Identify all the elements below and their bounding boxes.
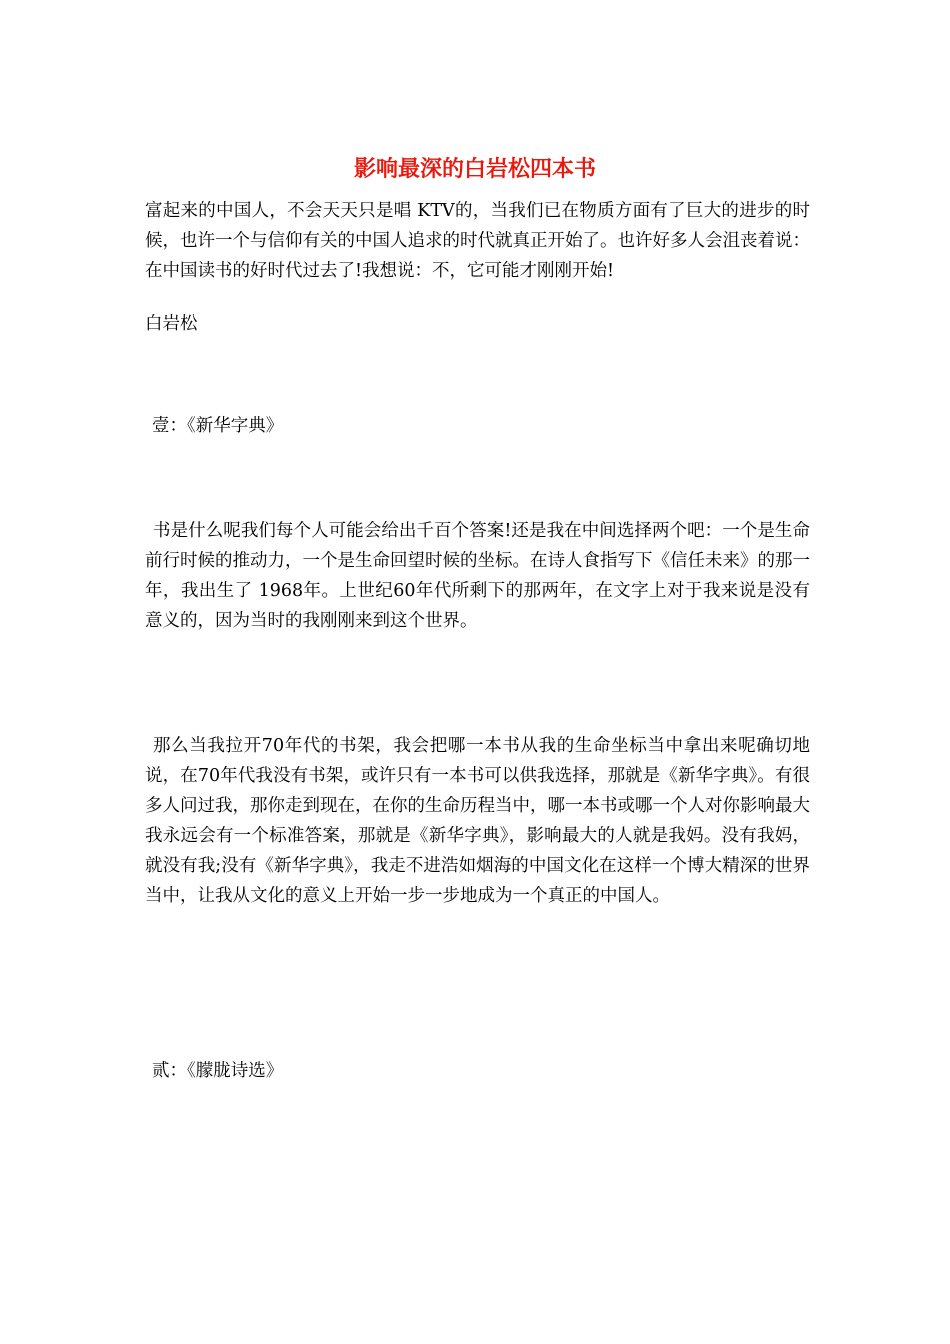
section1-paragraph-2: 那么当我拉开70年代的书架，我会把哪一本书从我的生命坐标当中拿出来呢确切地说，在70年代我没有书架，或许只有一本书可以供我选择，那就是《新华字典》。有很多人问过我，那你走到现在，在你的生命历程当中，哪一本书或哪一个人对你影响最大我永远会有一个标准答案，那就是《新华字典》，影响最大的人就是我妈。没有我妈，就没有我;没有《新华字典》，我走不进浩如烟海的中国文化在这样一个博大精深的世界当中，让我从文化的意义上开始一步一步地成为一个真正的中国人。: [145, 736, 810, 906]
section-heading-2: 贰：《朦胧诗选》: [152, 1061, 284, 1081]
section1-paragraph-1: 书是什么呢我们每个人可能会给出千百个答案!还是我在中间选择两个吧：一个是生命前行时候的推动力，一个是生命回望时候的坐标。在诗人食指写下《信任未来》的那一年，我出生了 1968年。上世纪60年代所剩下的那两年，在文字上对于我来说是没有意义的，因为当时的我刚刚来到这个世界。: [145, 521, 810, 631]
intro-author: 白岩松: [145, 314, 198, 334]
section-heading-1: 壹：《新华字典》: [152, 416, 284, 436]
document-title: 影响最深的白岩松四本书: [353, 156, 596, 182]
intro-paragraph: 富起来的中国人，不会天天只是唱 KTV的，当我们已在物质方面有了巨大的进步的时候，也许一个与信仰有关的中国人追求的时代就真正开始了。也许好多人会沮丧着说：在中国读书的好时代过去了!我想说：不，它可能才刚刚开始!: [145, 201, 810, 281]
